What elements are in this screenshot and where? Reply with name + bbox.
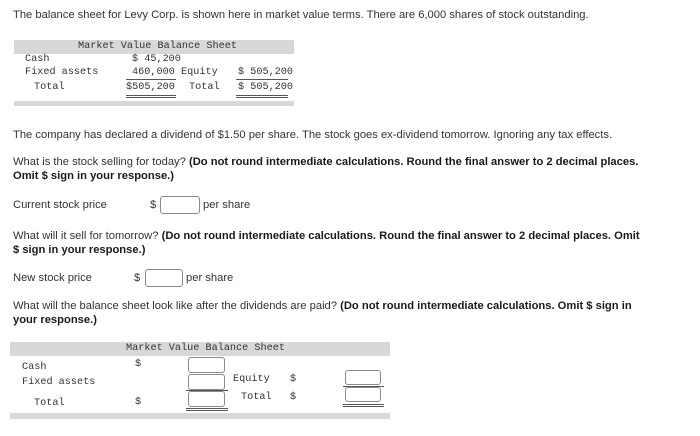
equity-input[interactable] xyxy=(345,370,381,385)
q1-instruction: (Do not round intermediate calculations. Round the final answer to 2 decimal places. xyxy=(188,156,639,168)
sheet2-cash-dollar: $ xyxy=(135,359,142,370)
q1-prompt xyxy=(13,156,638,168)
new-price-dollar: $ xyxy=(134,272,141,284)
equity-rule xyxy=(236,79,288,80)
total-right-double-rule xyxy=(236,95,288,98)
q1-instruction-cont: Omit $ sign in your response.) xyxy=(13,170,175,182)
q2-instruction: (Do not round intermediate calculations. Round the final answer to 2 decimal places. Omit xyxy=(161,230,640,242)
new-price-label: New stock price xyxy=(13,272,92,284)
current-price-dollar: $ xyxy=(150,199,157,211)
cash-value: $ 45,200 xyxy=(132,54,181,65)
current-price-label: Current stock price xyxy=(13,199,107,211)
sheet-title: Market Value Balance Sheet xyxy=(78,41,237,52)
sheet2-total-dollar: $ xyxy=(135,397,142,408)
subtotal-rule xyxy=(126,79,176,80)
new-price-field[interactable] xyxy=(146,272,182,288)
q2-instruction-cont: $ sign in your response.) xyxy=(13,244,146,256)
sheet2-total-right-double-rule xyxy=(343,404,384,407)
total-value: $505,200 xyxy=(126,82,175,93)
sheet2-total-right-label: Total xyxy=(241,392,272,403)
sheet2-footer-bar xyxy=(10,413,390,419)
q3-instruction-cont: your response.) xyxy=(13,314,97,326)
cash-field[interactable] xyxy=(189,361,224,375)
total-right-value: $ 505,200 xyxy=(238,82,294,93)
sheet-footer-bar xyxy=(14,101,294,106)
new-price-unit: per share xyxy=(186,272,234,284)
q1-question: What is the stock selling for today? xyxy=(13,156,186,168)
sheet2-fixed-assets-label: Fixed assets xyxy=(22,377,96,388)
fixed-assets-input[interactable] xyxy=(188,374,225,390)
current-price-input[interactable] xyxy=(160,196,200,214)
current-price-unit: per share xyxy=(203,199,251,211)
new-price-input[interactable] xyxy=(145,269,183,287)
q3-question: What will the balance sheet look like after the dividends are paid? xyxy=(13,300,338,312)
total-assets-input[interactable] xyxy=(188,391,225,407)
sheet2-equity-label: Equity xyxy=(233,374,270,385)
dividend-text: The company has declared a dividend of $1.50 per share. The stock goes ex-dividend tomorrow. Ignoring any tax effects. xyxy=(13,129,613,141)
equity-label: Equity xyxy=(181,67,218,78)
q3-prompt xyxy=(13,300,632,312)
sheet2-total-double-rule xyxy=(186,408,228,411)
sheet2-total-label: Total xyxy=(34,398,65,409)
total-label: Total xyxy=(34,82,65,93)
q3-instruction: (Do not round intermediate calculations. Omit $ sign in xyxy=(340,300,632,312)
total-claims-field[interactable] xyxy=(346,392,380,405)
current-price-field[interactable] xyxy=(161,199,199,215)
total-assets-field[interactable] xyxy=(189,395,224,409)
intro-text: The balance sheet for Levy Corp. is shown here in market value terms. There are 6,000 shares of stock outstanding. xyxy=(13,9,589,21)
sheet2-title: Market Value Balance Sheet xyxy=(126,343,285,354)
equity-value: $ 505,200 xyxy=(238,67,294,78)
sheet2-total-right-dollar: $ xyxy=(290,392,297,403)
sheet2-cash-label: Cash xyxy=(22,362,47,373)
cash-label: Cash xyxy=(25,54,50,65)
sheet2-equity-dollar: $ xyxy=(290,374,297,385)
fixed-assets-label: Fixed assets xyxy=(25,67,99,78)
q2-prompt xyxy=(13,230,640,242)
total-claims-input[interactable] xyxy=(345,387,381,402)
total-double-rule xyxy=(126,95,176,98)
q2-question: What will it sell for tomorrow? xyxy=(13,230,159,242)
total-right-label: Total xyxy=(189,82,220,93)
fixed-assets-value: 460,000 xyxy=(132,67,175,78)
cash-input[interactable] xyxy=(188,357,225,373)
